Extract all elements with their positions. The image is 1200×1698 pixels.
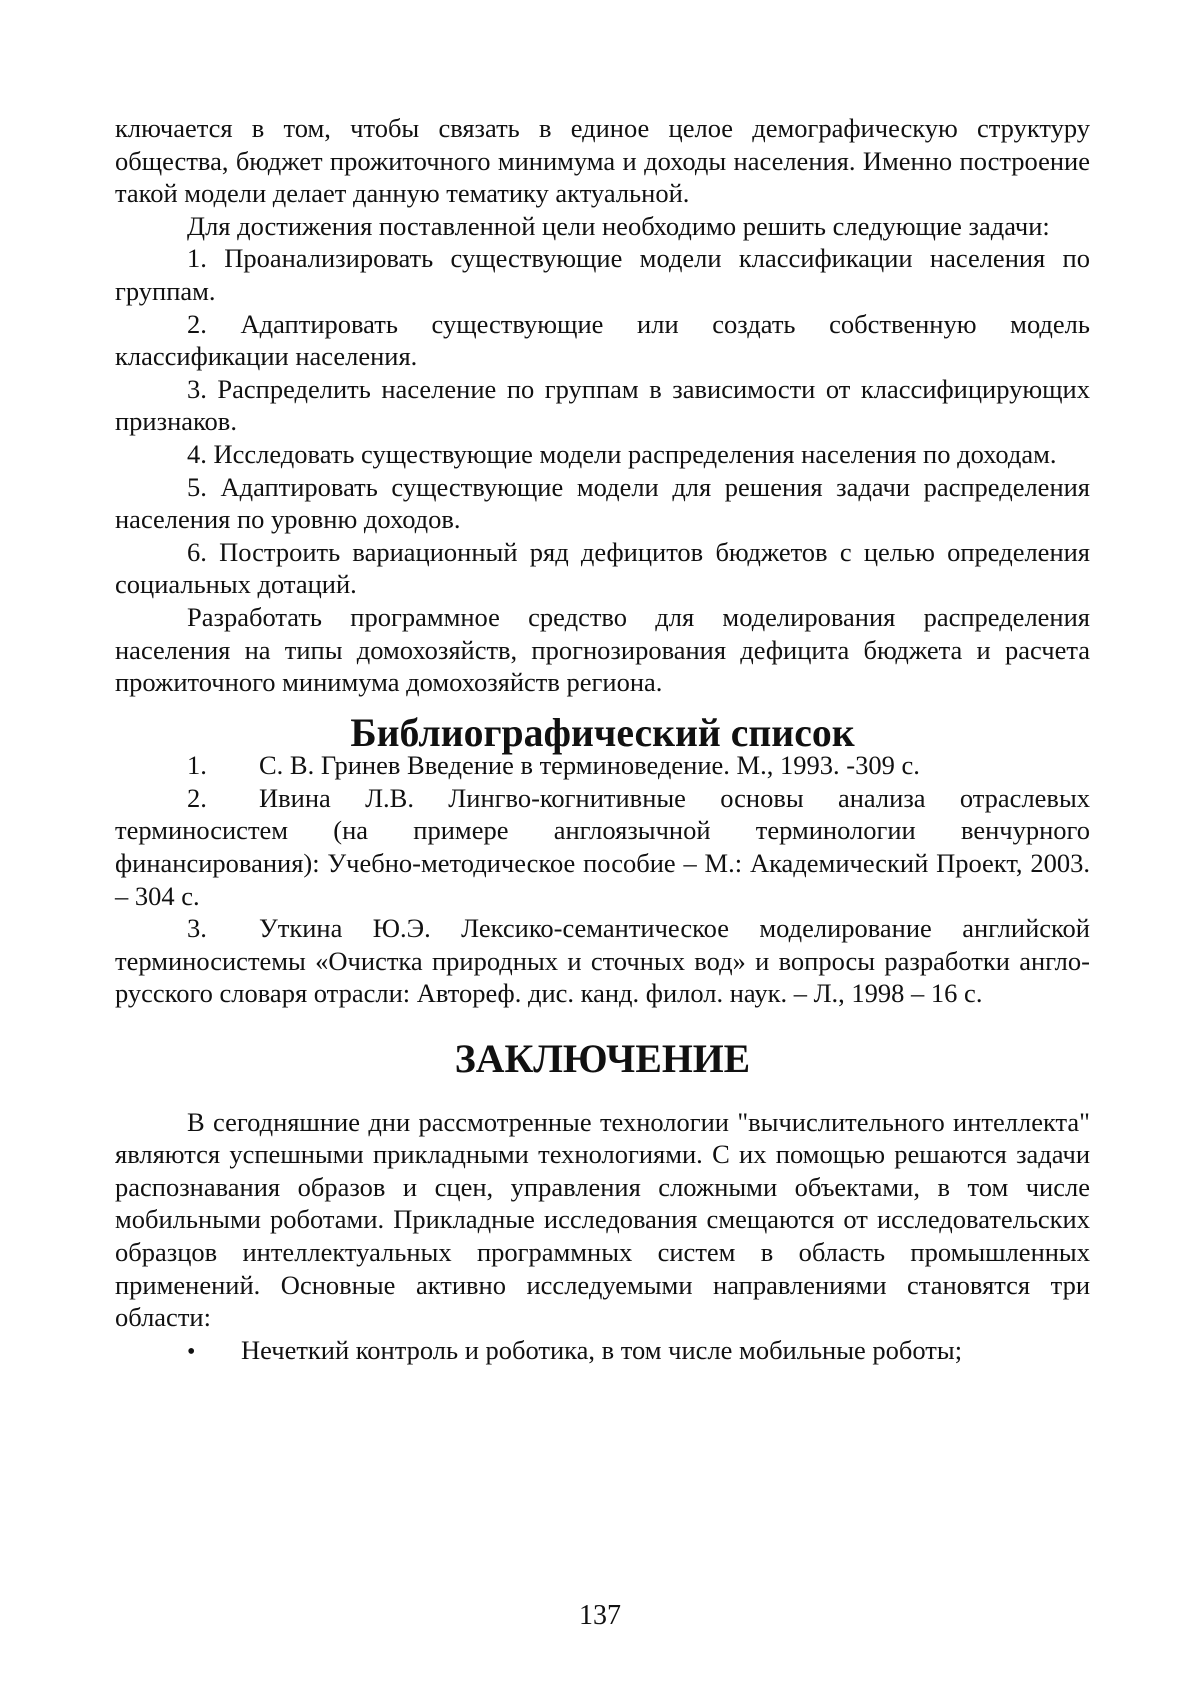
bibliography-item-text: Ивина Л.В. Лингво-когнитивные основы анализа отраслевых терминосистем (на примере англоязычной терминологии венчурного финансирования): Учебно-методическое пособие – М.: Академический Проект, 2003. – 304 с. xyxy=(115,782,1090,911)
bibliography-heading: Библиографический список xyxy=(350,710,855,755)
task-item: 1. Проанализировать существующие модели классификации населения по группам. xyxy=(115,243,1090,306)
task-item: 6. Построить вариационный ряд дефицитов бюджетов с целью определения социальных дотаций. xyxy=(115,536,1090,600)
tasks-list xyxy=(115,242,1090,601)
bibliography-item-number: 1. xyxy=(187,750,207,781)
bibliography-item-number: 3. xyxy=(187,913,207,944)
task-item: 3. Распределить население по группам в зависимости от классифицирующих признаков. xyxy=(115,373,1090,437)
task-item: 2. Адаптировать существующие или создать собственную модель классификации населения. xyxy=(115,308,1090,372)
bibliography-item-number: 2. xyxy=(187,782,207,813)
tasks-intro: Для достижения поставленной цели необходимо решить следующие задачи: xyxy=(187,210,1050,241)
bullet-text: Нечеткий контроль и роботика, в том числе мобильные роботы; xyxy=(241,1334,963,1365)
conclusion-heading: ЗАКЛЮЧЕНИЕ xyxy=(454,1037,751,1082)
intro-paragraph-continuation: ключается в том, чтобы связать в единое целое демографическую структуру общества, бюджет прожиточного минимума и доходы населения. Именно построение такой модели делает данную тематику актуальной. xyxy=(115,113,1090,209)
conclusion-bullet-item xyxy=(115,1334,1090,1369)
bibliography-list xyxy=(115,749,1090,1010)
bibliography-item-text: Уткина Ю.Э. Лексико-семантическое моделирование английской терминосистемы «Очистка природных и сточных вод» и вопросы разработки англо-русского словаря отрасли: Автореф. дис. канд. филол. наук. – Л., 1998 – 16 с. xyxy=(115,913,1090,1009)
bibliography-item-text: С. В. Гринев Введение в терминоведение. М., 1993. -309 с. xyxy=(259,750,920,781)
intro-closing-paragraph: Разработать программное средство для моделирования распределения населения на типы домохозяйств, прогнозирования дефицита бюджета и расчета прожиточного минимума домохозяйств региона. xyxy=(115,601,1090,698)
bibliography-item xyxy=(115,912,1090,1010)
page-body xyxy=(115,112,1090,1368)
task-item: 4. Исследовать существующие модели распределения населения по доходам. xyxy=(187,438,1057,469)
task-item: 5. Адаптировать существующие модели для решения задачи распределения населения по уровню доходов. xyxy=(115,471,1090,535)
page-number: 137 xyxy=(579,1600,621,1631)
bibliography-item xyxy=(115,749,1090,782)
bullet-icon: • xyxy=(187,1338,196,1365)
conclusion-paragraph: В сегодняшние дни рассмотренные технологии "вычислительного интеллекта" являются успешными прикладными технологиями. С их помощью решаются задачи распознавания образов и сцен, управления сложными объектами, в том числе мобильными роботами. Прикладные исследования смещаются от исследовательских образцов интеллектуальных программных систем в область промышленных применений. Основные активно исследуемыми направлениями становятся три области: xyxy=(115,1106,1090,1333)
bibliography-item xyxy=(115,782,1090,912)
